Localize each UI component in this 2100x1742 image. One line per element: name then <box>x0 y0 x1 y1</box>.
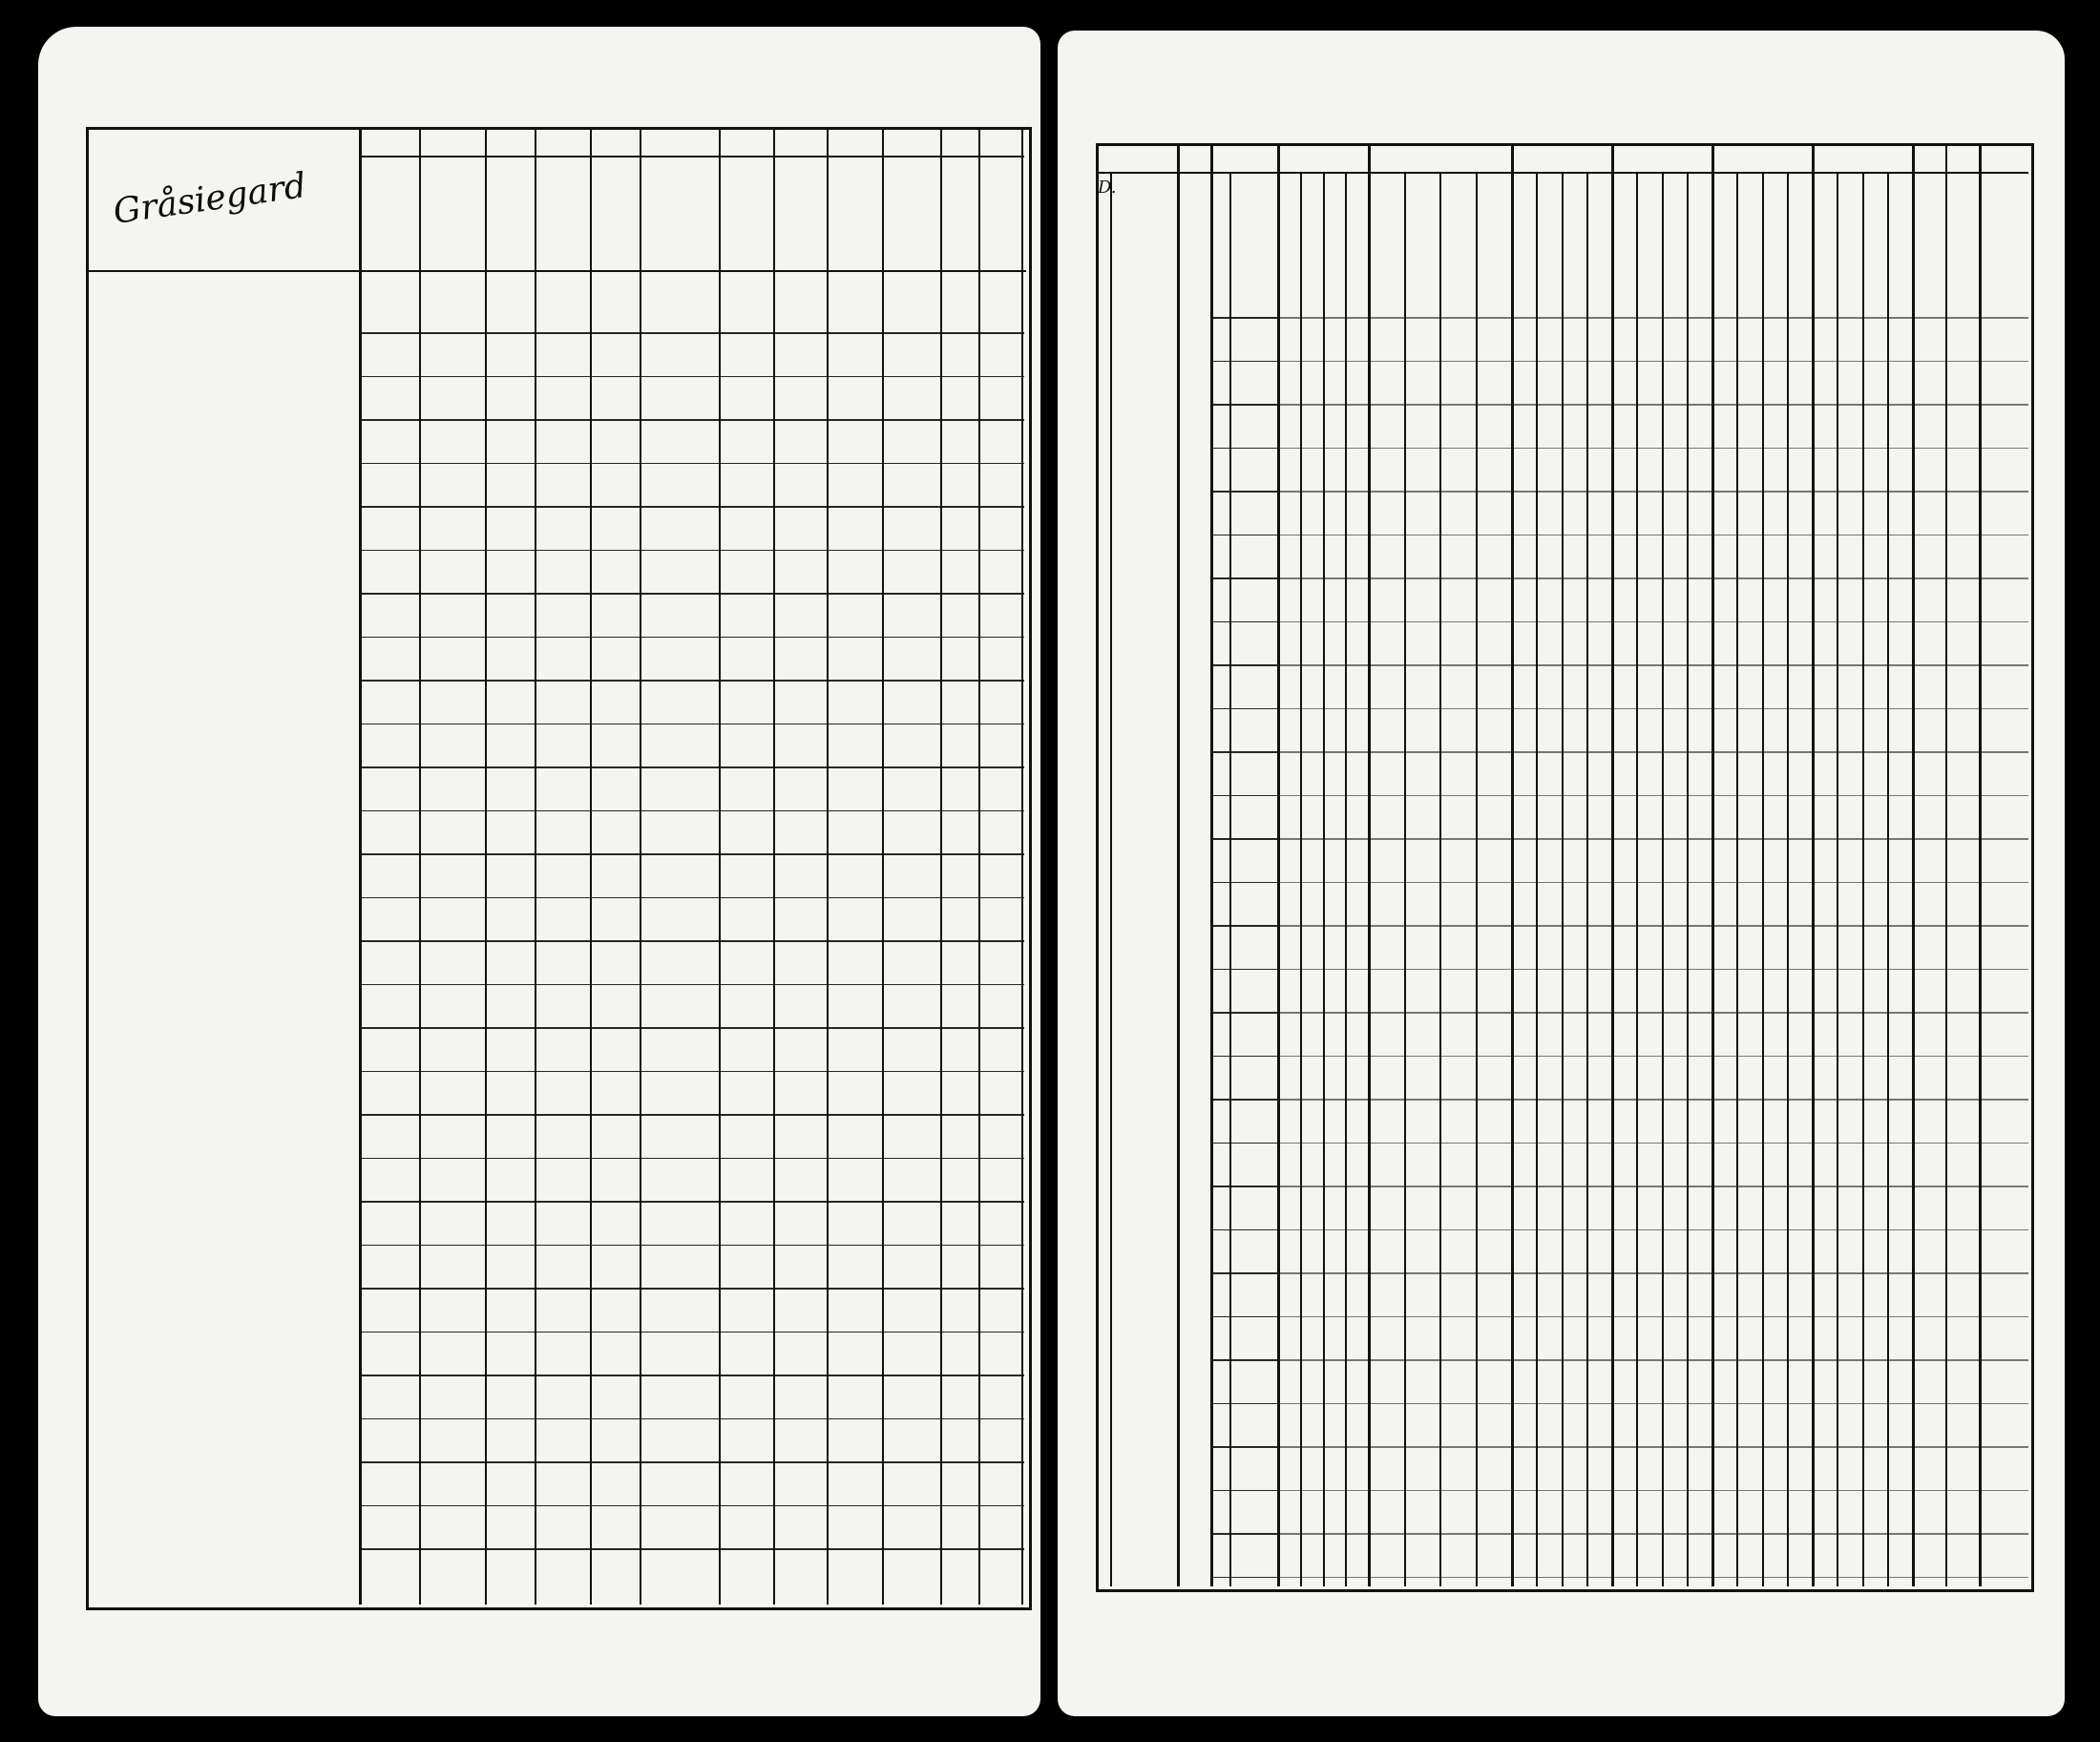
column-subheader <box>779 158 825 263</box>
row-rule <box>1277 1229 2028 1231</box>
row-rule <box>1277 621 2028 623</box>
row-rule <box>359 1461 1024 1463</box>
row-rule <box>1277 404 2028 406</box>
row-rule <box>1210 882 1277 884</box>
row-rule <box>1210 664 1277 666</box>
row-rule <box>1277 535 2028 536</box>
row-rule <box>1210 1403 1277 1405</box>
row-rule <box>1210 535 1277 536</box>
column-subheader <box>724 158 771 263</box>
farm-title: Gråsiegard <box>111 166 309 232</box>
row-rule <box>359 1114 1024 1116</box>
row-rule <box>1277 838 2028 840</box>
column-rule <box>1345 172 1347 1586</box>
column-rule <box>590 127 592 1605</box>
row-rule <box>1277 1403 2028 1405</box>
column-rule <box>1662 172 1664 1586</box>
column-rule <box>827 127 829 1605</box>
row-rule <box>359 593 1024 595</box>
left-table-frame <box>86 127 1032 1610</box>
row-rule <box>1210 361 1277 363</box>
row-rule <box>359 506 1024 508</box>
row-rule <box>1277 1012 2028 1014</box>
column-rule <box>1229 172 1231 1586</box>
column-rule <box>1636 172 1638 1586</box>
row-rule <box>1277 1099 2028 1101</box>
row-rule <box>359 940 1024 942</box>
row-rule <box>1210 1490 1277 1492</box>
row-rule <box>1277 708 2028 710</box>
row-rule <box>359 637 1024 639</box>
header-rule <box>359 156 1024 157</box>
column-rule <box>1887 172 1889 1586</box>
row-rule <box>1210 317 1277 319</box>
row-rule <box>1277 751 2028 753</box>
row-rule <box>1277 969 2028 971</box>
column-subheader <box>984 158 1019 263</box>
row-rule <box>1277 448 2028 450</box>
row-rule <box>1277 317 2028 319</box>
row-rule <box>359 1158 1024 1160</box>
column-rule <box>1787 172 1789 1586</box>
row-rule <box>359 724 1024 725</box>
column-rule <box>640 127 641 1605</box>
row-rule <box>1210 404 1277 406</box>
column-rule <box>1439 172 1441 1586</box>
row-rule <box>359 897 1024 899</box>
row-rule <box>359 1418 1024 1420</box>
row-rule <box>359 1332 1024 1333</box>
right-page <box>1058 31 2065 1716</box>
row-rule <box>359 376 1024 378</box>
column-rule <box>1300 172 1302 1586</box>
column-subheader <box>491 158 533 263</box>
row-rule <box>1277 925 2028 927</box>
row-rule <box>359 463 1024 465</box>
row-rule <box>1210 448 1277 450</box>
row-rule <box>359 766 1024 768</box>
row-rule <box>359 680 1024 682</box>
row-rule <box>359 332 1024 334</box>
row-rule <box>1210 1099 1277 1101</box>
column-rule <box>485 127 487 1605</box>
column-subheader <box>365 158 417 263</box>
row-rule <box>1210 925 1277 927</box>
row-rule <box>359 1245 1024 1247</box>
row-rule <box>1210 1186 1277 1187</box>
column-rule <box>359 127 362 1605</box>
row-rule <box>1277 577 2028 579</box>
column-rule <box>1476 172 1478 1586</box>
row-rule <box>1277 361 2028 363</box>
row-rule <box>359 1375 1024 1376</box>
header-rule <box>1096 172 2028 174</box>
column-rule <box>978 127 980 1605</box>
column-rule <box>1404 172 1406 1586</box>
row-rule <box>359 1071 1024 1073</box>
row-rule <box>1277 1316 2028 1318</box>
row-rule <box>1277 1359 2028 1361</box>
row-rule <box>1210 1533 1277 1535</box>
row-rule <box>1277 1577 2028 1579</box>
row-rule <box>1210 577 1277 579</box>
column-rule <box>1762 172 1764 1586</box>
column-subheader <box>946 158 976 263</box>
header-rule <box>86 270 1026 272</box>
row-rule <box>1277 1056 2028 1058</box>
column-rule <box>940 127 942 1605</box>
column-rule <box>1562 172 1564 1586</box>
row-rule <box>359 1505 1024 1507</box>
column-rule <box>419 127 421 1605</box>
column-rule <box>1862 172 1864 1586</box>
column-subheader <box>425 158 483 263</box>
row-rule <box>1210 1012 1277 1014</box>
left-page <box>38 27 1040 1716</box>
column-rule <box>1536 172 1538 1586</box>
column-rule <box>1837 172 1838 1586</box>
column-rule <box>535 127 536 1605</box>
row-rule <box>1210 1446 1277 1448</box>
row-rule <box>359 853 1024 855</box>
row-rule <box>359 810 1024 812</box>
row-rule <box>1277 1143 2028 1144</box>
row-rule <box>1210 969 1277 971</box>
row-rule <box>1210 491 1277 493</box>
column-rule <box>882 127 884 1605</box>
column-subheader <box>832 158 880 263</box>
row-rule <box>1210 1272 1277 1274</box>
row-rule <box>1277 1186 2028 1187</box>
row-rule <box>1210 1316 1277 1318</box>
column-subheader <box>645 158 717 263</box>
row-rule <box>1277 1533 2028 1535</box>
row-rule <box>1277 795 2028 797</box>
row-rule <box>1210 795 1277 797</box>
row-rule <box>1277 1272 2028 1274</box>
column-rule <box>1323 172 1325 1586</box>
column-subheader <box>540 158 588 263</box>
row-rule <box>1210 1577 1277 1579</box>
column-rule <box>773 127 775 1605</box>
row-rule <box>1210 1056 1277 1058</box>
row-rule <box>1210 838 1277 840</box>
column-subheader <box>888 158 938 263</box>
row-rule <box>359 1201 1024 1203</box>
column-rule <box>1177 143 1180 1586</box>
column-rule <box>1110 172 1112 1586</box>
row-rule <box>359 984 1024 986</box>
row-rule <box>1277 491 2028 493</box>
row-rule <box>1210 621 1277 623</box>
row-rule <box>1210 751 1277 753</box>
row-rule <box>1210 1229 1277 1231</box>
column-rule <box>1586 172 1588 1586</box>
column-rule <box>719 127 721 1605</box>
day-header: D. <box>1098 178 1117 198</box>
row-rule <box>359 1548 1024 1550</box>
column-rule <box>1021 127 1023 1605</box>
column-rule <box>1687 172 1689 1586</box>
row-rule <box>1277 1446 2028 1448</box>
row-rule <box>1210 1143 1277 1144</box>
row-rule <box>1277 1490 2028 1492</box>
row-rule <box>1277 664 2028 666</box>
row-rule <box>1277 882 2028 884</box>
column-rule <box>1736 172 1738 1586</box>
row-rule <box>1210 708 1277 710</box>
row-rule <box>359 550 1024 552</box>
column-subheader <box>596 158 638 263</box>
row-rule <box>359 1288 1024 1290</box>
row-rule <box>359 1027 1024 1029</box>
row-rule <box>1210 1359 1277 1361</box>
row-rule <box>359 419 1024 421</box>
